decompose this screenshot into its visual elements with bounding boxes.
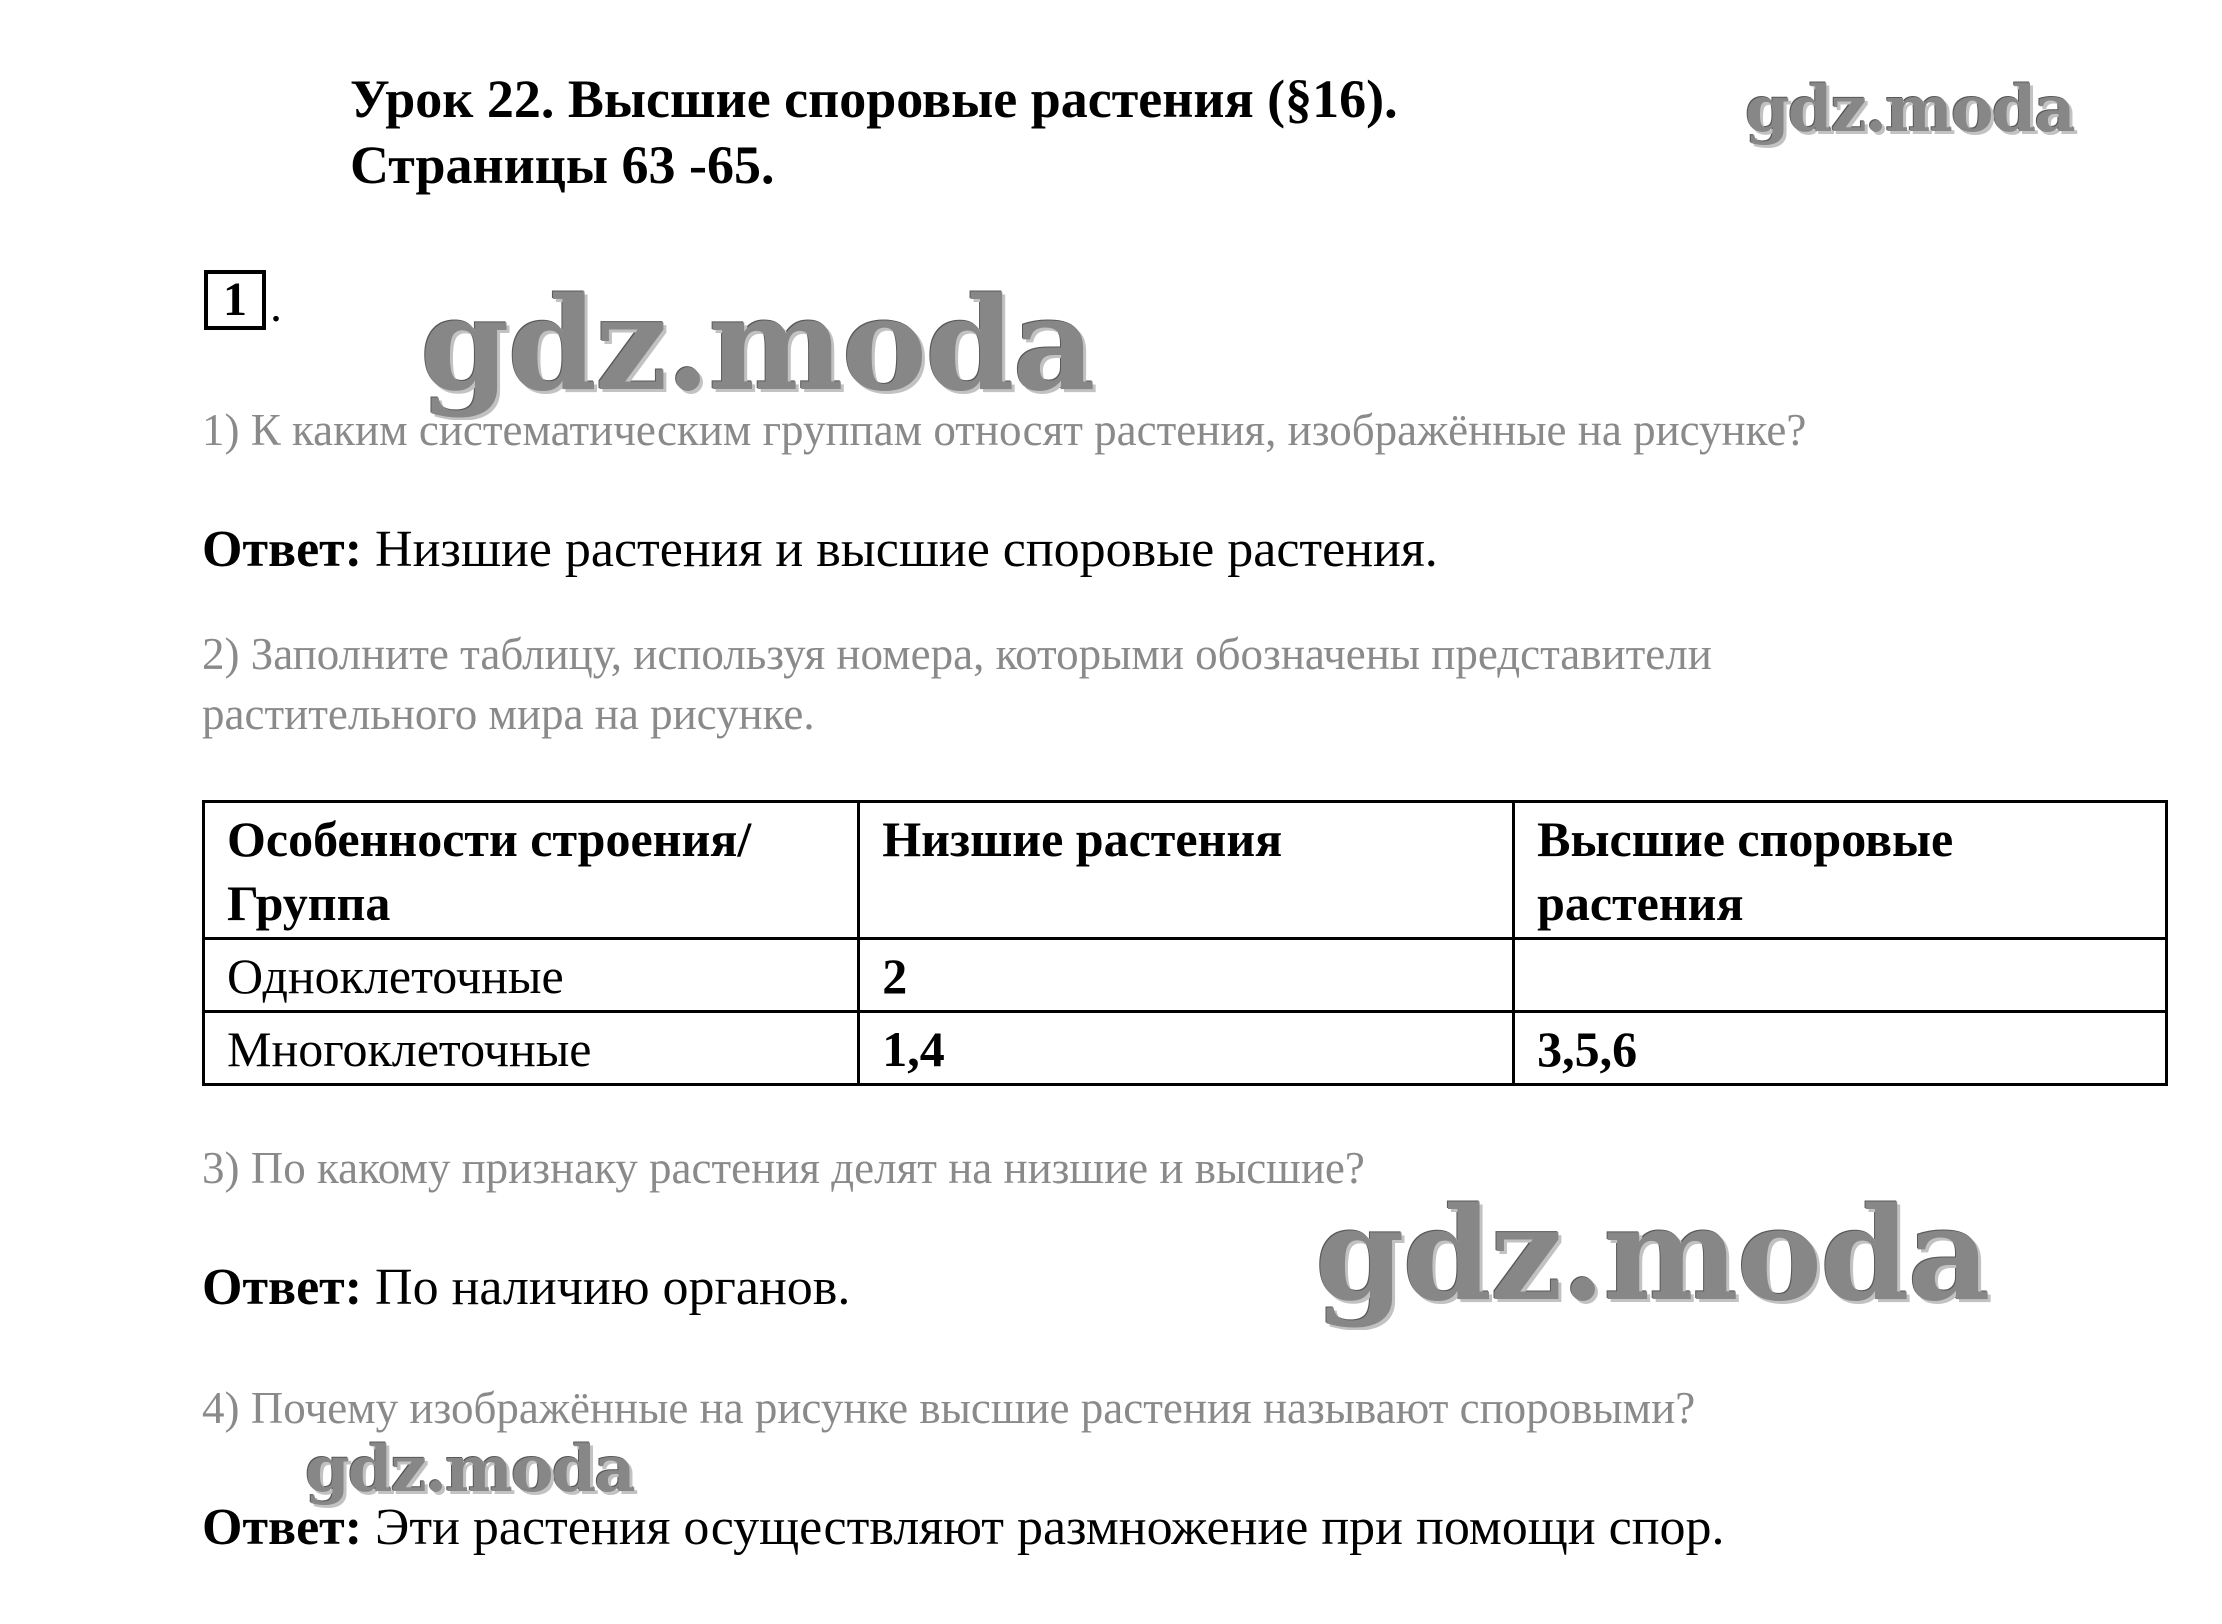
table-cell: 2 <box>859 939 1514 1012</box>
watermark-small-bottom: gdz.moda <box>305 1432 634 1507</box>
task-number-dot: . <box>270 279 282 332</box>
lesson-title: Урок 22. Высшие споровые растения (§16). <box>350 69 1398 129</box>
question-4: 4) Почему изображённые на рисунке высшие растения называют споровыми? <box>202 1383 1696 1433</box>
answer-label: Ответ: <box>202 521 363 578</box>
task-number-box: 1 <box>204 270 266 330</box>
table-row <box>204 939 2167 1012</box>
question-1: 1) К каким систематическим группам относят растения, изображённые на рисунке? <box>202 405 1807 455</box>
question-2 <box>202 624 1712 744</box>
table-cell <box>1514 939 2167 1012</box>
table-header-cell: Высшие споровые растения <box>1514 802 2167 939</box>
table-cell: Одноклеточные <box>204 939 859 1012</box>
answer-label: Ответ: <box>202 1499 363 1556</box>
table-header-cell: Низшие растения <box>859 802 1514 939</box>
table-cell: 3,5,6 <box>1514 1012 2167 1085</box>
task-number <box>204 270 282 330</box>
watermark-large-bottom: gdz.moda <box>1315 1180 1989 1330</box>
question-3: 3) По какому признаку растения делят на низшие и высшие? <box>202 1143 1365 1193</box>
answer-text: По наличию органов. <box>362 1259 851 1316</box>
question-2-line-1: 2) Заполните таблицу, используя номера, которыми обозначены представители <box>202 629 1712 679</box>
answer-4 <box>202 1496 1725 1560</box>
table-header-cell: Особенности строения/Группа <box>204 802 859 939</box>
answer-text: Низшие растения и высшие споровые растения. <box>362 521 1438 578</box>
pages-range: Страницы 63 -65. <box>350 135 775 195</box>
answer-text: Эти растения осуществляют размножение при помощи спор. <box>362 1499 1725 1556</box>
answer-1 <box>202 518 1438 582</box>
page-title <box>350 66 1398 198</box>
question-2-line-2: растительного мира на рисунке. <box>202 689 815 739</box>
table-cell: 1,4 <box>859 1012 1514 1085</box>
answer-3 <box>202 1256 850 1320</box>
watermark-large-top: gdz.moda <box>420 270 1094 420</box>
answer-label: Ответ: <box>202 1259 363 1316</box>
classification-table <box>202 800 2168 1086</box>
table-cell: Многоклеточные <box>204 1012 859 1085</box>
watermark-top-right: gdz.moda <box>1745 72 2074 147</box>
table-row <box>204 1012 2167 1085</box>
table-header-row <box>204 802 2167 939</box>
